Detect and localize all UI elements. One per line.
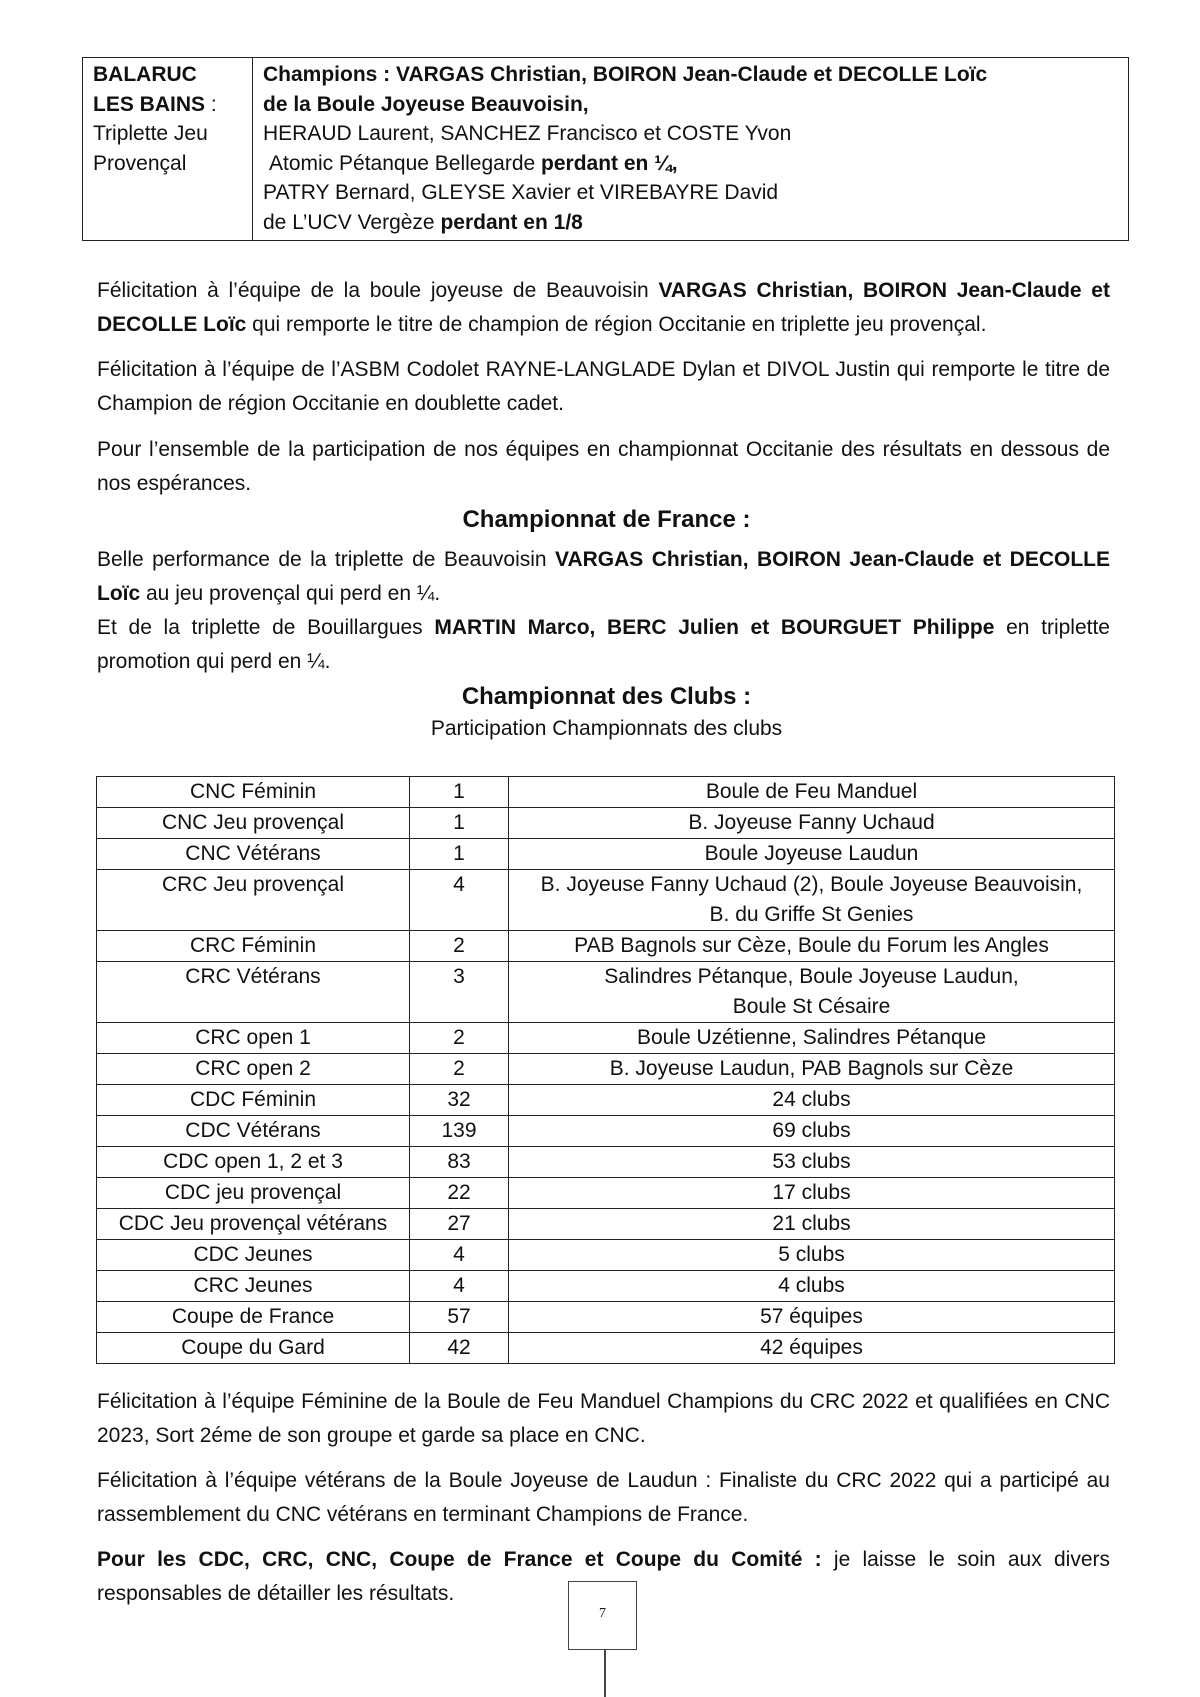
category-cell: CRC open 2 — [97, 1054, 410, 1085]
clubs-text: 24 clubs — [772, 1088, 851, 1111]
clubs-text: B. Joyeuse Fanny Uchaud (2), Boule Joyeuse Beauvoisin, — [540, 873, 1083, 896]
champions-line: Champions : VARGAS Christian, BOIRON Jean-Claude et DECOLLE Loïc — [263, 63, 988, 86]
result-stage: perdant en 1/8 — [440, 210, 583, 234]
category-cell: CRC Jeu provençal — [97, 870, 410, 931]
category-cell: CNC Féminin — [97, 777, 410, 808]
table-row — [97, 1116, 1115, 1147]
category-cell: CDC open 1, 2 et 3 — [97, 1147, 410, 1178]
category-cell: CNC Vétérans — [97, 839, 410, 870]
clubs-text: Boule Uzétienne, Salindres Pétanque — [636, 1026, 987, 1049]
paragraph-bold-text: Pour les CDC, CRC, CNC, Coupe de France et Coupe du Comité : — [97, 1548, 822, 1571]
page-number: 7 — [568, 1581, 637, 1650]
paragraph — [97, 543, 1110, 611]
table-row — [97, 962, 1115, 1023]
table-row — [83, 58, 1129, 241]
team-names: VARGAS Christian, BOIRON Jean-Claude et DECOLLE Loïc — [97, 548, 1111, 605]
clubs-text: Boule de Feu Manduel — [705, 780, 918, 803]
category-cell: CDC Vétérans — [97, 1116, 410, 1147]
clubs-cell — [509, 808, 1115, 839]
category-cell: CRC Vétérans — [97, 962, 410, 1023]
clubs-cell — [509, 1023, 1115, 1054]
count-cell: 139 — [410, 1116, 509, 1147]
section-subheading: Participation Championnats des clubs — [430, 717, 783, 740]
clubs-text: 17 clubs — [772, 1181, 851, 1204]
clubs-text: B. du Griffe St Genies — [709, 903, 914, 926]
clubs-text: 69 clubs — [772, 1119, 851, 1142]
category-cell: CRC Féminin — [97, 931, 410, 962]
count-cell: 1 — [410, 808, 509, 839]
table-row — [97, 1333, 1115, 1364]
clubs-cell — [509, 1178, 1115, 1209]
clubs-text: 5 clubs — [778, 1243, 845, 1266]
page-number-connector — [604, 1650, 606, 1697]
result-club: de L’UCV Vergèze — [263, 210, 441, 234]
table-row — [97, 1085, 1115, 1116]
clubs-cell — [509, 1209, 1115, 1240]
clubs-text: B. Joyeuse Laudun, PAB Bagnols sur Cèze — [609, 1057, 1014, 1080]
category-cell: CDC Jeunes — [97, 1240, 410, 1271]
clubs-text: 21 clubs — [772, 1212, 851, 1235]
clubs-cell — [509, 1240, 1115, 1271]
category-cell: CRC Jeunes — [97, 1271, 410, 1302]
count-cell: 4 — [410, 1271, 509, 1302]
category-cell: Coupe du Gard — [97, 1333, 410, 1364]
count-cell: 22 — [410, 1178, 509, 1209]
table-row — [97, 1240, 1115, 1271]
paragraph-text: en triplette promotion qui perd en ¼. — [97, 616, 1110, 673]
clubs-cell — [509, 1333, 1115, 1364]
champions-club: de la Boule Joyeuse Beauvoisin, — [263, 92, 589, 116]
table-row — [97, 870, 1115, 931]
count-cell: 57 — [410, 1302, 509, 1333]
table-row — [97, 839, 1115, 870]
count-cell: 83 — [410, 1147, 509, 1178]
paragraph-text: je laisse le soin aux divers responsables de détailler les résultats. — [97, 1548, 1110, 1605]
count-cell: 2 — [410, 931, 509, 962]
count-cell: 27 — [410, 1209, 509, 1240]
clubs-cell — [509, 1271, 1115, 1302]
clubs-cell — [509, 931, 1115, 962]
paragraph-text: au jeu provençal qui perd en ¼. — [140, 582, 441, 605]
category-cell: CDC Féminin — [97, 1085, 410, 1116]
competition-cell — [83, 58, 253, 241]
clubs-text: 57 équipes — [760, 1305, 863, 1328]
clubs-text: 4 clubs — [778, 1274, 845, 1297]
team-names: MARTIN Marco, BERC Julien et BOURGUET Philippe — [434, 616, 995, 639]
clubs-text: Boule St Césaire — [732, 995, 891, 1018]
count-cell: 3 — [410, 962, 509, 1023]
category-cell: CNC Jeu provençal — [97, 808, 410, 839]
result-stage: perdant en ¼, — [541, 151, 678, 175]
table-row — [97, 777, 1115, 808]
table-row — [97, 1178, 1115, 1209]
section-heading: Championnat de France : — [462, 506, 751, 533]
results-cell — [253, 58, 1129, 241]
result-line: HERAUD Laurent, SANCHEZ Francisco et COSTE Yvon — [263, 122, 792, 146]
clubs-cell — [509, 1054, 1115, 1085]
table-row — [97, 808, 1115, 839]
clubs-text: B. Joyeuse Fanny Uchaud — [688, 811, 935, 834]
paragraph: Félicitation à l’équipe Féminine de la Boule de Feu Manduel Champions du CRC 2022 et qualifiées en CNC 2023, Sort 2éme de son groupe et garde sa place en CNC. — [97, 1390, 1110, 1447]
clubs-cell — [509, 1116, 1115, 1147]
category-cell: CRC open 1 — [97, 1023, 410, 1054]
clubs-text: PAB Bagnols sur Cèze, Boule du Forum les Angles — [574, 934, 1049, 957]
table-row — [97, 931, 1115, 962]
clubs-text: Salindres Pétanque, Boule Joyeuse Laudun, — [604, 965, 1019, 988]
count-cell: 1 — [410, 839, 509, 870]
location-suffix: : — [205, 92, 217, 116]
result-club: Atomic Pétanque Bellegarde — [269, 151, 542, 175]
count-cell: 32 — [410, 1085, 509, 1116]
table-row — [97, 1023, 1115, 1054]
paragraph: Pour l’ensemble de la participation de nos équipes en championnat Occitanie des résultats en dessous de nos espérances. — [97, 438, 1110, 495]
results-table — [82, 57, 1129, 241]
table-row — [97, 1302, 1115, 1333]
paragraph — [97, 274, 1110, 342]
paragraph: Félicitation à l’équipe vétérans de la Boule Joyeuse de Laudun : Finaliste du CRC 2022 qui a participé au rassemblement du CNC vétérans en terminant Champions de France. — [97, 1469, 1110, 1526]
paragraph-text: Belle performance de la triplette de Beauvoisin — [97, 548, 556, 571]
paragraph — [97, 611, 1110, 679]
event-name: Triplette Jeu Provençal — [93, 122, 208, 175]
clubs-cell — [509, 839, 1115, 870]
clubs-text: 42 équipes — [760, 1336, 863, 1359]
team-names: VARGAS Christian, BOIRON Jean-Claude et DECOLLE Loïc — [97, 279, 1110, 336]
clubs-text: Boule Joyeuse Laudun — [704, 842, 919, 865]
clubs-cell — [509, 1302, 1115, 1333]
clubs-cell — [509, 1085, 1115, 1116]
category-cell: Coupe de France — [97, 1302, 410, 1333]
category-cell: CDC Jeu provençal vétérans — [97, 1209, 410, 1240]
paragraph: Félicitation à l’équipe de l’ASBM Codolet RAYNE-LANGLADE Dylan et DIVOL Justin qui remporte le titre de Champion de région Occitanie en doublette cadet. — [97, 358, 1110, 415]
count-cell: 2 — [410, 1054, 509, 1085]
clubs-cell — [509, 777, 1115, 808]
count-cell: 2 — [410, 1023, 509, 1054]
clubs-text: 53 clubs — [772, 1150, 851, 1173]
table-row — [97, 1271, 1115, 1302]
paragraph-text: Félicitation à l’équipe de la boule joyeuse de Beauvoisin — [97, 279, 659, 302]
clubs-cell — [509, 870, 1115, 931]
count-cell: 42 — [410, 1333, 509, 1364]
clubs-cell — [509, 1147, 1115, 1178]
result-line: PATRY Bernard, GLEYSE Xavier et VIREBAYRE David — [263, 181, 779, 205]
paragraph-text: qui remporte le titre de champion de région Occitanie en triplette jeu provençal. — [246, 313, 987, 336]
category-cell: CDC jeu provençal — [97, 1178, 410, 1209]
section-heading: Championnat des Clubs : — [461, 683, 752, 710]
clubs-table — [96, 776, 1115, 1364]
clubs-cell — [509, 962, 1115, 1023]
count-cell: 4 — [410, 1240, 509, 1271]
location-name: BALARUC LES BAINS — [93, 63, 206, 116]
table-row — [97, 1054, 1115, 1085]
table-row — [97, 1209, 1115, 1240]
count-cell: 1 — [410, 777, 509, 808]
count-cell: 4 — [410, 870, 509, 931]
paragraph-text: Et de la triplette de Bouillargues — [97, 616, 435, 639]
table-row — [97, 1147, 1115, 1178]
